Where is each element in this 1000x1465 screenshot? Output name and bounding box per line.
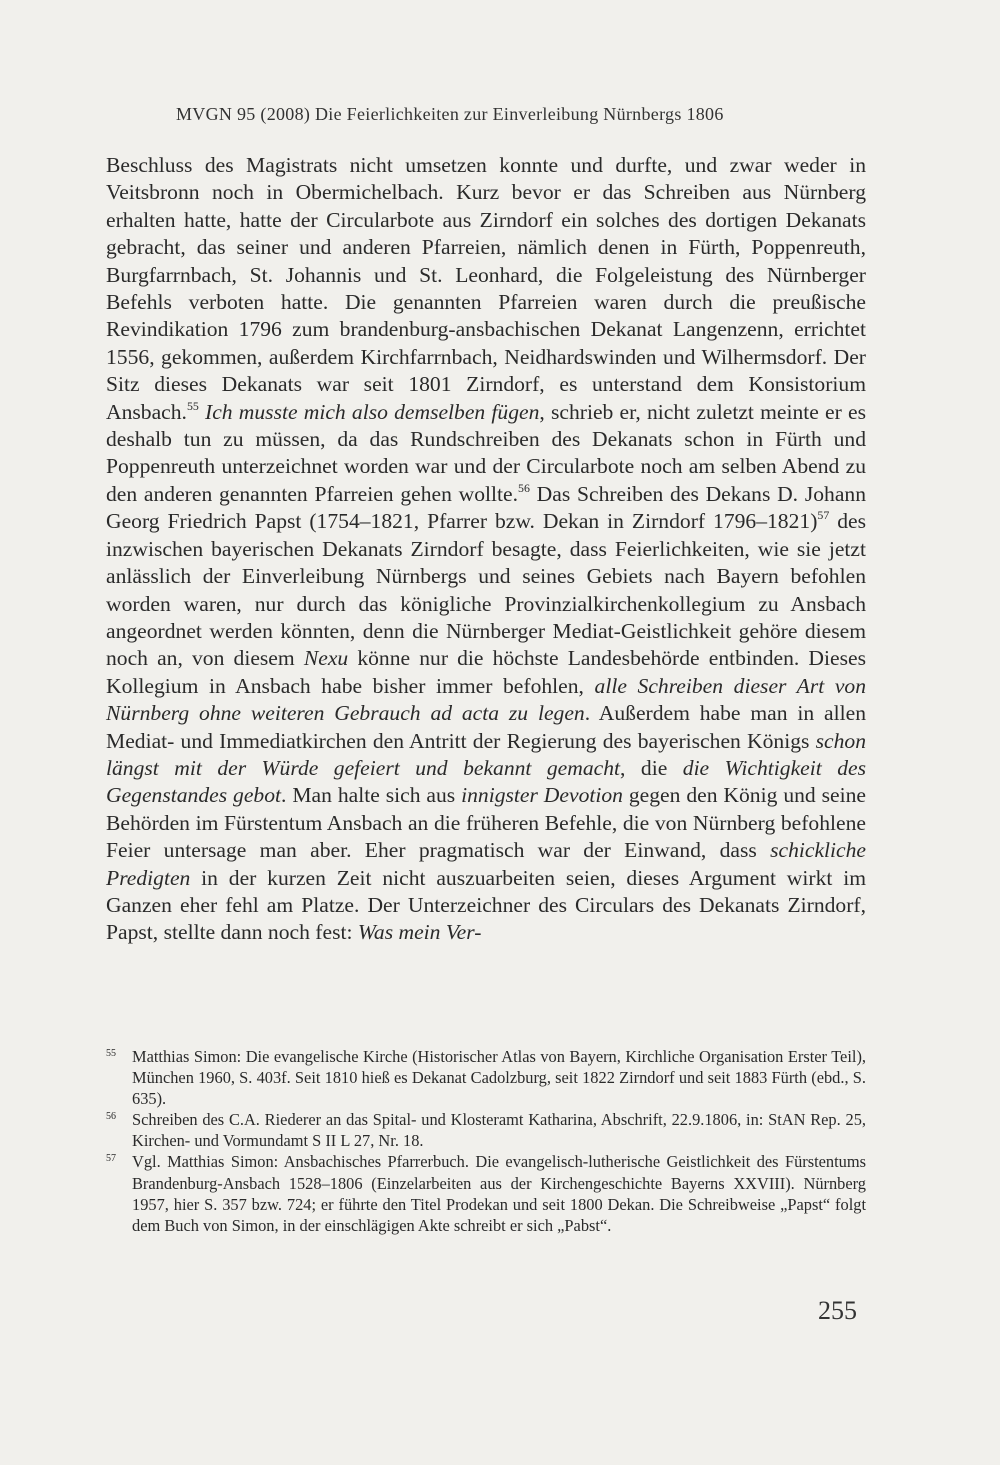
page-number: 255 <box>818 1296 857 1325</box>
footnote-number: 56 <box>106 1111 116 1123</box>
italic-quote: Was mein Ver- <box>357 920 482 945</box>
text-run: . Außerdem habe man in allen Mediat- und Immediatkirchen den Antritt der Regierung des bayerischen Königs <box>106 701 866 753</box>
text-run: könne nur die höchste Landesbehörde entbinden. Dieses Kollegium in Ansbach habe bisher immer befohlen, <box>106 646 867 698</box>
footnotes-section <box>106 1046 866 1236</box>
text-run: des inzwischen bayerischen Dekanats Zirndorf besagte, dass Feierlichkeiten, wie sie jetzt anlässlich der Einverleibung Nürnbergs und seines Gebiets nach Bayern befohlen worden waren, nur durch das königliche Provinzialkirchenkollegium zu Ansbach angeordnet werden könnten, denn die Nürnberger Mediat-Geistlichkeit gehöre diesem noch an, von diesem <box>106 509 866 671</box>
footnote-text: Schreiben des C.A. Riederer an das Spital- und Klosteramt Katharina, Abschrift, 22.9.1806, in: StAN Rep. 25, Kirchen- und Vormundamt S II L 27, Nr. 18. <box>132 1110 866 1151</box>
footnote <box>106 1109 866 1151</box>
italic-quote: schickliche Predigten <box>106 838 866 890</box>
footnote-text: Matthias Simon: Die evangelische Kirche (Historischer Atlas von Bayern, Kirchliche Organisation Erster Teil), München 1960, S. 403f. Seit 1810 hieß es Dekanat Cadolzburg, seit 1822 Zirndorf und seit 1883 Fürth (ebd., S. 635). <box>132 1047 866 1109</box>
italic-quote: innigster Devotion <box>461 783 623 808</box>
italic-quote: die Wichtigkeit des Gegenstandes gebot <box>106 755 866 808</box>
footnote-text: Vgl. Matthias Simon: Ansbachisches Pfarrerbuch. Die evangelisch-lutherische Geistlichkeit des Fürstentums Brandenburg-Ansbach 1528–1806 (Einzelarbeiten aus der Kirchengeschichte Bayerns XXVIII). Nürnberg 1957, hier S. 357 bzw. 724; er führte den Titel Prodekan und seit 1800 Dekan. Die Schreibweise „Papst“ folgt dem Buch von Simon, in der einschlägigen Akte schreibt er sich „Pabst“. <box>132 1152 866 1235</box>
text-run: gegen den König und seine Behörden im Fürstentum Ansbach an die früheren Befehle, die von Nürnberg befohlene Feier untersage man aber. Eher pragmatisch war der Einwand, dass <box>106 783 866 863</box>
text-run: . Man halte sich aus <box>281 783 462 808</box>
footnote-number: 57 <box>106 1153 116 1165</box>
text-run: , schrieb er, nicht zuletzt meinte er es deshalb tun zu müssen, da das Rundschreiben des Dekanats schon in Fürth und Poppenreuth unterzeichnet worden war und der Circularbote noch am selben Abend zu den anderen genannten Pfarreien gehen wollte. <box>106 399 866 506</box>
text-run: , die <box>620 755 683 780</box>
italic-quote: Nexu <box>303 646 349 671</box>
italic-quote: Ich musste mich also demselben fügen <box>205 399 540 424</box>
paragraph <box>106 152 866 947</box>
footnote <box>106 1046 866 1109</box>
footnote-ref[interactable]: 55 <box>186 398 199 413</box>
footnote-ref[interactable]: 56 <box>518 480 530 495</box>
footnote <box>106 1151 866 1235</box>
running-header: MVGN 95 (2008) Die Feierlichkeiten zur Einverleibung Nürnbergs 1806 <box>176 104 724 124</box>
text-run: Beschluss des Magistrats nicht umsetzen konnte und durfte, und zwar weder in Veitsbronn noch in Obermichelbach. Kurz bevor er das Schreiben aus Nürnberg erhalten hatte, hatte der Circularbote aus Zirndorf ein solches des dortigen Dekanats gebracht, das seiner und anderen Pfarreien, nämlich denen in Fürth, Poppenreuth, Burgfarrnbach, St. Johannis und St. Leonhard, die Folgeleistung des Nürnberger Befehls verboten hatte. Die genannten Pfarreien waren durch die preußische Revindikation 1796 zum brandenburg-ansbachischen Dekanat Langenzenn, errichtet 1556, gekommen, außerdem Kirchfarrnbach, Neidhardswinden und Wilhermsdorf. Der Sitz dieses Dekanats war seit 1801 Zirndorf, es unterstand dem Konsistorium Ansbach. <box>106 153 866 424</box>
main-text <box>106 152 866 947</box>
text-run: in der kurzen Zeit nicht auszuarbeiten seien, dieses Argument wirkt im Ganzen eher fehl am Platze. Der Unterzeichner des Circulars des Dekanats Zirndorf, Papst, stellte dann noch fest: <box>106 865 866 945</box>
footnote-number: 55 <box>106 1048 116 1059</box>
italic-quote: schon längst mit der Würde gefeiert und bekannt gemacht <box>106 728 866 780</box>
italic-quote: alle Schreiben dieser Art von Nürnberg ohne weiteren Gebrauch ad acta zu legen <box>106 673 866 726</box>
footnote-ref[interactable]: 57 <box>817 508 830 523</box>
text-run: Das Schreiben des Dekans D. Johann Georg Friedrich Papst (1754–1821, Pfarrer bzw. Dekan in Zirndorf 1796–1821) <box>106 481 866 534</box>
